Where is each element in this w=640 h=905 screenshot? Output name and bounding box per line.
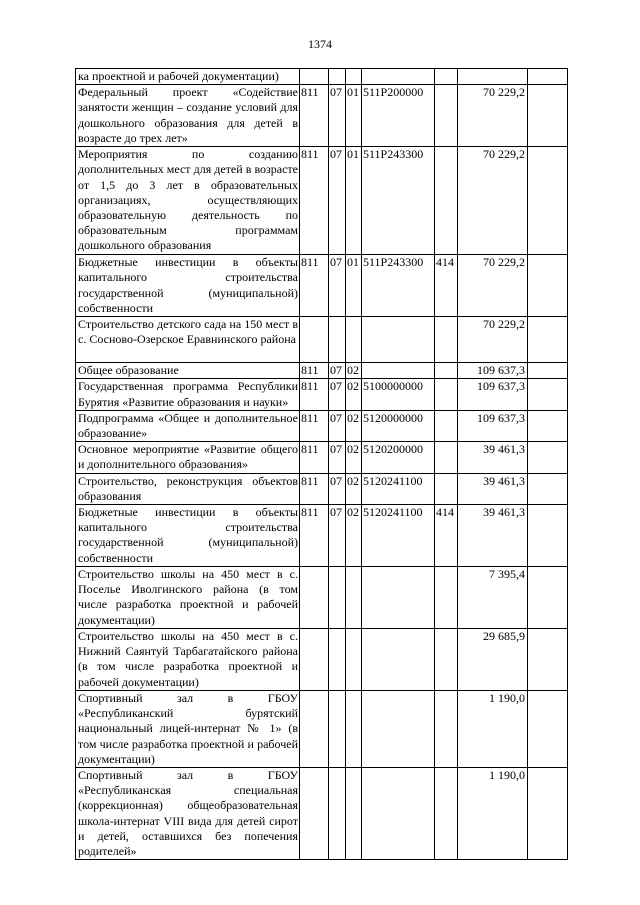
item-name: Спортивный зал в ГБОУ «Республиканский бурятский национальный лицей-интернат № 1» (в том числе разработка проектной и рабочей документации) [76, 691, 300, 768]
table-row [76, 410, 568, 441]
section-code: 07 [329, 379, 346, 410]
expense-type-code [435, 567, 458, 629]
extra-cell [528, 567, 568, 629]
grbs-code: 811 [300, 85, 329, 147]
grbs-code: 811 [300, 442, 329, 473]
section-code: 07 [329, 255, 346, 317]
expense-type-code [435, 317, 458, 363]
amount: 70 229,2 [458, 85, 528, 147]
extra-cell [528, 442, 568, 473]
grbs-code [300, 691, 329, 768]
grbs-code: 811 [300, 363, 329, 379]
table-row [76, 363, 568, 379]
expense-type-code [435, 691, 458, 768]
subsection-code: 02 [346, 363, 362, 379]
section-code [329, 69, 346, 85]
table-row [76, 317, 568, 363]
section-code [329, 691, 346, 768]
table-row [76, 473, 568, 504]
amount: 39 461,3 [458, 505, 528, 567]
extra-cell [528, 691, 568, 768]
section-code: 07 [329, 85, 346, 147]
table-row [76, 255, 568, 317]
target-article-code [362, 691, 435, 768]
table-row [76, 768, 568, 860]
item-name: ка проектной и рабочей документации) [76, 69, 300, 85]
amount: 109 637,3 [458, 363, 528, 379]
amount: 7 395,4 [458, 567, 528, 629]
expense-type-code [435, 410, 458, 441]
amount: 109 637,3 [458, 379, 528, 410]
section-code [329, 317, 346, 363]
budget-table [75, 68, 568, 860]
subsection-code [346, 69, 362, 85]
item-name: Мероприятия по созданию дополнительных мест для детей в возрасте от 1,5 до 3 лет в образовательных организациях, осуществляющих образовательную деятельность по образовательным программам дошкольного образования [76, 147, 300, 255]
expense-type-code [435, 379, 458, 410]
item-name: Строительство, реконструкция объектов образования [76, 473, 300, 504]
subsection-code [346, 567, 362, 629]
amount: 70 229,2 [458, 317, 528, 363]
target-article-code: 5100000000 [362, 379, 435, 410]
extra-cell [528, 255, 568, 317]
item-name: Строительство детского сада на 150 мест в с. Сосново-Озерское Еравнинского района [76, 317, 300, 363]
target-article-code [362, 317, 435, 363]
amount: 1 190,0 [458, 768, 528, 860]
subsection-code: 01 [346, 147, 362, 255]
subsection-code [346, 629, 362, 691]
item-name: Основное мероприятие «Развитие общего и дополнительного образования» [76, 442, 300, 473]
expense-type-code [435, 69, 458, 85]
subsection-code: 01 [346, 255, 362, 317]
amount: 1 190,0 [458, 691, 528, 768]
subsection-code [346, 768, 362, 860]
grbs-code [300, 567, 329, 629]
subsection-code: 02 [346, 379, 362, 410]
section-code: 07 [329, 505, 346, 567]
subsection-code [346, 317, 362, 363]
expense-type-code [435, 363, 458, 379]
item-name: Федеральный проект «Содействие занятости женщин – создание условий для дошкольного образования для детей в возрасте до трех лет» [76, 85, 300, 147]
target-article-code: 5120200000 [362, 442, 435, 473]
section-code: 07 [329, 147, 346, 255]
extra-cell [528, 768, 568, 860]
table-row [76, 69, 568, 85]
grbs-code: 811 [300, 505, 329, 567]
amount: 70 229,2 [458, 147, 528, 255]
extra-cell [528, 85, 568, 147]
amount: 109 637,3 [458, 410, 528, 441]
extra-cell [528, 379, 568, 410]
grbs-code [300, 768, 329, 860]
subsection-code [346, 691, 362, 768]
section-code: 07 [329, 363, 346, 379]
section-code [329, 567, 346, 629]
item-name: Общее образование [76, 363, 300, 379]
item-name: Бюджетные инвестиции в объекты капитального строительства государственной (муниципальной) собственности [76, 255, 300, 317]
table-row [76, 442, 568, 473]
expense-type-code: 414 [435, 505, 458, 567]
grbs-code: 811 [300, 410, 329, 441]
section-code: 07 [329, 410, 346, 441]
extra-cell [528, 629, 568, 691]
section-code: 07 [329, 442, 346, 473]
amount: 29 685,9 [458, 629, 528, 691]
target-article-code: 5120241100 [362, 505, 435, 567]
extra-cell [528, 317, 568, 363]
table-row [76, 567, 568, 629]
grbs-code: 811 [300, 473, 329, 504]
grbs-code [300, 317, 329, 363]
section-code [329, 629, 346, 691]
extra-cell [528, 363, 568, 379]
target-article-code [362, 629, 435, 691]
extra-cell [528, 505, 568, 567]
target-article-code: 5120000000 [362, 410, 435, 441]
extra-cell [528, 147, 568, 255]
subsection-code: 02 [346, 442, 362, 473]
subsection-code: 02 [346, 505, 362, 567]
table-row [76, 629, 568, 691]
item-name: Государственная программа Республики Бурятия «Развитие образования и науки» [76, 379, 300, 410]
amount: 39 461,3 [458, 473, 528, 504]
amount: 39 461,3 [458, 442, 528, 473]
grbs-code: 811 [300, 147, 329, 255]
grbs-code [300, 629, 329, 691]
page-number: 1374 [308, 37, 332, 51]
target-article-code: 511P200000 [362, 85, 435, 147]
section-code [329, 768, 346, 860]
item-name: Строительство школы на 450 мест в с. Нижний Саянтуй Тарбагатайского района (в том числе разработка проектной и рабочей документации) [76, 629, 300, 691]
target-article-code: 511P243300 [362, 255, 435, 317]
target-article-code: 511P243300 [362, 147, 435, 255]
subsection-code: 01 [346, 85, 362, 147]
expense-type-code: 414 [435, 255, 458, 317]
target-article-code [362, 768, 435, 860]
grbs-code: 811 [300, 255, 329, 317]
table-row [76, 691, 568, 768]
item-name: Спортивный зал в ГБОУ «Республиканская специальная (коррекционная) общеобразовательная школа-интернат VIII вида для детей сирот и детей, оставшихся без попечения родителей» [76, 768, 300, 860]
expense-type-code [435, 629, 458, 691]
amount: 70 229,2 [458, 255, 528, 317]
grbs-code [300, 69, 329, 85]
table-row [76, 147, 568, 255]
grbs-code: 811 [300, 379, 329, 410]
expense-type-code [435, 85, 458, 147]
expense-type-code [435, 768, 458, 860]
table-row [76, 85, 568, 147]
section-code: 07 [329, 473, 346, 504]
expense-type-code [435, 442, 458, 473]
amount [458, 69, 528, 85]
table-row [76, 379, 568, 410]
table-row [76, 505, 568, 567]
subsection-code: 02 [346, 410, 362, 441]
extra-cell [528, 410, 568, 441]
item-name: Бюджетные инвестиции в объекты капитального строительства государственной (муниципальной) собственности [76, 505, 300, 567]
target-article-code [362, 567, 435, 629]
target-article-code [362, 69, 435, 85]
item-name: Строительство школы на 450 мест в с. Поселье Иволгинского района (в том числе разработка проектной и рабочей документации) [76, 567, 300, 629]
target-article-code [362, 363, 435, 379]
expense-type-code [435, 473, 458, 504]
subsection-code: 02 [346, 473, 362, 504]
extra-cell [528, 69, 568, 85]
extra-cell [528, 473, 568, 504]
target-article-code: 5120241100 [362, 473, 435, 504]
table-body [76, 69, 568, 860]
expense-type-code [435, 147, 458, 255]
item-name: Подпрограмма «Общее и дополнительное образование» [76, 410, 300, 441]
